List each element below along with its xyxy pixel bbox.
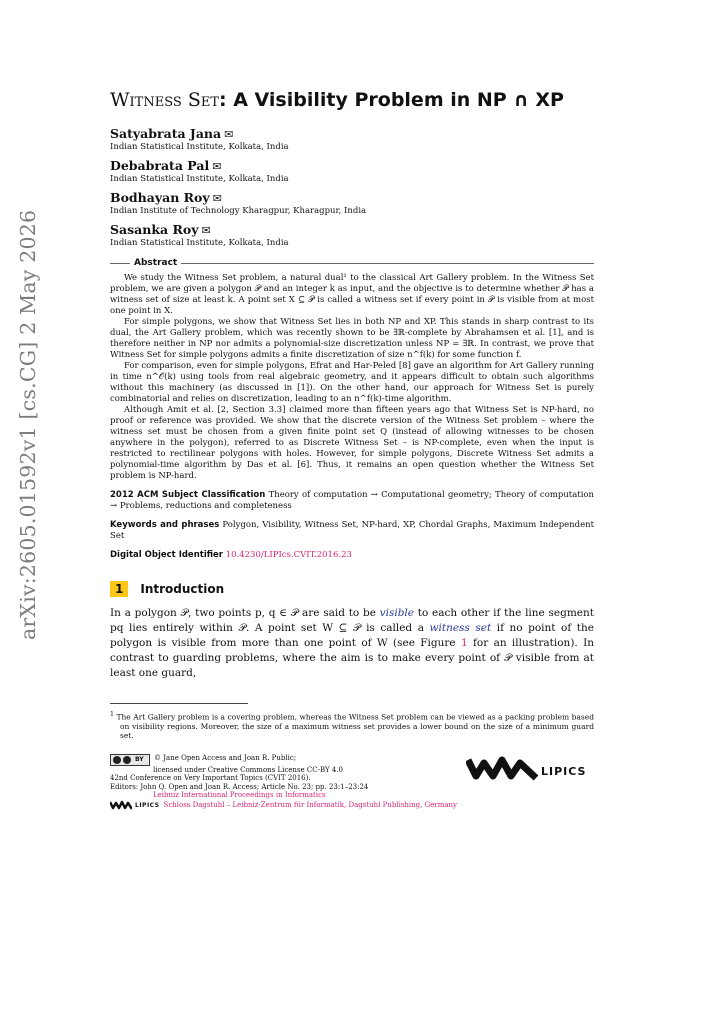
lipics-logo-icon [110,800,132,810]
abstract-heading [110,258,594,268]
author-affiliation: Indian Statistical Institute, Kolkata, India [110,142,289,152]
lipics-logo-icon [466,754,540,782]
author-block [110,190,594,217]
envelope-icon[interactable]: ✉ [212,192,222,205]
footnote: $^1$ The Art Gallery problem is a covering problem, whereas the Witness Set problem can be viewed as a packing problem based on visibility regions. Moreover, the size of a maximum witness set provides a lower bound on the size of a minimum guard set. [110,711,594,740]
abstract-paragraph: Although Amit et al. [2, Section 3.3] claimed more than fifteen years ago that Witness Set is NP-hard, no proof or reference was provided. We show that the discrete version of the Witness Set problem – where the witness set must be chosen from a given finite point set Q (instead of allowing witnesses to be chosen anywhere in the polygon), referred to as Discrete Witness Set – is NP-complete, even when the input is restricted to rectilinear polygons with holes. However, for simple polygons, Discrete Witness Set admits a polynomial-time algorithm by Das et al. [6]. Thus, it remains an open question whether the Witness Set problem is NP-hard. [110,405,594,481]
abstract-label: Abstract [134,258,178,268]
copyright-line: © Jane Open Access and Joan R. Public; [154,753,297,762]
envelope-icon[interactable]: ✉ [224,128,234,141]
title-problem-name: Witness Set [110,89,219,111]
heading-rule [181,263,594,264]
doi-link[interactable]: 10.4230/LIPIcs.CVIT.2016.23 [225,550,352,560]
title-rest: A Visibility Problem in NP ∩ XP [233,89,564,111]
lipics-logo-text: LIPICS [541,764,587,778]
lipics-logo [466,754,586,782]
doi: Digital Object Identifier 10.4230/LIPIcs.CVIT.2016.23 [110,550,352,560]
series-line: Leibniz International Proceedings in Informatics [153,791,326,799]
abstract-paragraph: For comparison, even for simple polygons, Efrat and Har-Peled [8] gave an algorithm for Art Gallery running in time n^𝒪(k) using tools from real algebraic geometry, and it appears difficult to obtain such algorithms without this machinery (as discussed in [1]). On the other hand, our approach for Witness Set is purely combinatorial and relies on discretization, leading to an n^f(k)-time algorithm. [110,361,595,404]
paper-title: Witness Set: A Visibility Problem in NP ∩ XP [110,89,564,111]
arxiv-identifier: arXiv:2605.01592v1 [cs.CG] 2 May 2026 [16,209,40,640]
author-name: Satyabrata Jana [110,126,222,141]
lipics-logo-text: LIPICS [135,801,160,809]
keywords: Keywords and phrases Polygon, Visibility, Witness Set, NP-hard, XP, Chordal Graphs, Maximum Independent Set [110,520,595,541]
term-witness-set: witness set [429,622,492,634]
author-affiliation: Indian Statistical Institute, Kolkata, India [110,238,289,248]
section-number: 1 [110,581,128,597]
license-line: licensed under Creative Commons License CC-BY 4.0 [153,765,343,774]
page-footer [110,754,594,828]
author-block [110,126,594,153]
author-list [110,126,594,249]
author-block [110,222,594,249]
abstract [110,273,594,482]
editors-line: Editors: John Q. Open and Joan R. Access; Article No. 23; pp. 23:1–23:24 [110,782,369,791]
envelope-icon[interactable]: ✉ [201,224,211,237]
cc-license-icon[interactable]: BY [110,754,150,766]
author-name: Debabrata Pal [110,158,210,173]
conference-line: 42nd Conference on Very Important Topics (CVIT 2016). [110,774,311,782]
acm-classification: 2012 ACM Subject Classification Theory of computation → Computational geometry; Theory of computation → Problems, reductions and completeness [110,490,595,511]
footnote-rule [110,703,248,704]
page-content [110,88,594,828]
abstract-paragraph: For simple polygons, we show that Witness Set lies in both NP and XP. This stands in sharp contrast to its dual, the Art Gallery problem, which was recently shown to be ∃ℝ-complete by Abrahamsen et al. [1], and is therefore neither in NP nor admits a polynomial-size discretization unless NP = ∃ℝ. In contrast, we prove that Witness Set for simple polygons admits a finite discretization of size n^f(k) for some function f. [110,317,594,360]
envelope-icon[interactable]: ✉ [212,160,222,173]
intro-paragraph: In a polygon 𝒫, two points p, q ∈ 𝒫 are said to be visible to each other if the line segment pq lies entirely within 𝒫. A point set W ⊆ 𝒫 is called a witness set if no point of the polygon is visible from more than one point of W (see Figure 1 for an illustration). In contrast to guarding problems, where the aim is to make every point of 𝒫 visible from at least one guard, [110,607,594,679]
figure-ref-link[interactable]: 1 [460,637,468,649]
publisher-line: Schloss Dagstuhl – Leibniz-Zentrum für Informatik, Dagstuhl Publishing, Germany [163,800,457,809]
heading-rule [110,263,130,264]
author-affiliation: Indian Statistical Institute, Kolkata, India [110,174,289,184]
author-block [110,158,594,185]
term-visible: visible [379,607,415,619]
author-name: Sasanka Roy [110,222,199,237]
section-title: Introduction [140,582,225,596]
abstract-paragraph: We study the Witness Set problem, a natural dual¹ to the classical Art Gallery problem. In the Witness Set problem, we are given a polygon 𝒫 and an integer k as input, and the objective is to determine whether 𝒫 has a witness set of size at least k. A point set X ⊆ 𝒫 is called a witness set if every point in 𝒫 is visible from at most one point in X. [110,273,594,316]
author-affiliation: Indian Institute of Technology Kharagpur, Kharagpur, India [110,206,367,216]
section-heading [110,581,594,597]
author-name: Bodhayan Roy [110,190,210,205]
